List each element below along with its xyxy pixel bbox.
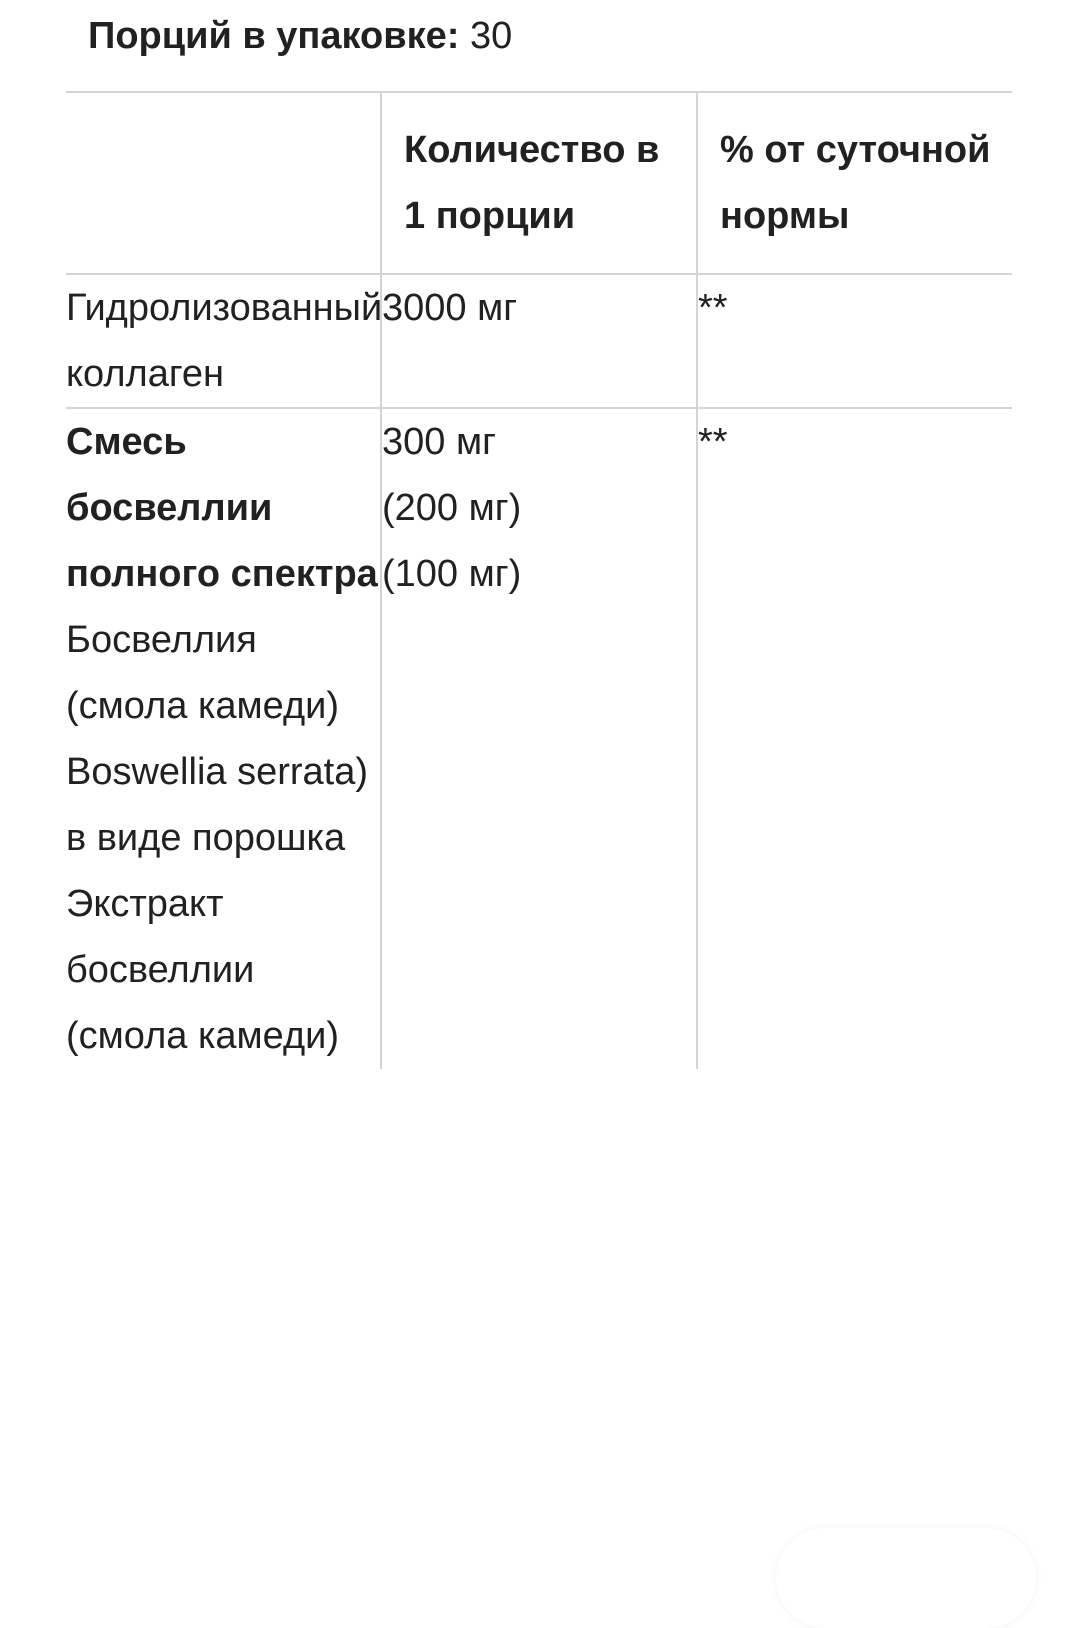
component-amount: (200 мг) [382, 487, 522, 529]
component-amount: (100 мг) [382, 553, 522, 595]
ingredient-cell [66, 408, 381, 1069]
table-row [66, 408, 1012, 1069]
servings-per-container [88, 12, 512, 60]
ingredient-daily-value: ** [697, 274, 1012, 408]
amount-cell [381, 408, 697, 1069]
table-row [66, 274, 1012, 408]
floating-action-button[interactable] [776, 1528, 1036, 1628]
blend-title: Смесь босвеллии полного спектра [66, 421, 378, 595]
ingredient-amount: 3000 мг [381, 274, 697, 408]
supplement-facts-table [66, 91, 1012, 1069]
servings-label: Порций в упаковке: [88, 15, 460, 57]
blend-component: Экстракт босвеллии (смола камеди) [66, 883, 340, 1057]
table-header-row [66, 92, 1012, 274]
servings-value: 30 [469, 15, 513, 57]
ingredient-name: Гидролизованный коллаген [66, 274, 381, 408]
header-amount-per-serving: Количество в 1 порции [381, 92, 697, 274]
header-daily-value: % от суточной нормы [697, 92, 1012, 274]
blend-component: Босвеллия (смола камеди) Boswellia serrata) в виде порошка [66, 619, 368, 859]
ingredient-daily-value: ** [697, 408, 1012, 1069]
blend-amount: 300 мг [382, 421, 496, 463]
header-ingredient [66, 92, 381, 274]
